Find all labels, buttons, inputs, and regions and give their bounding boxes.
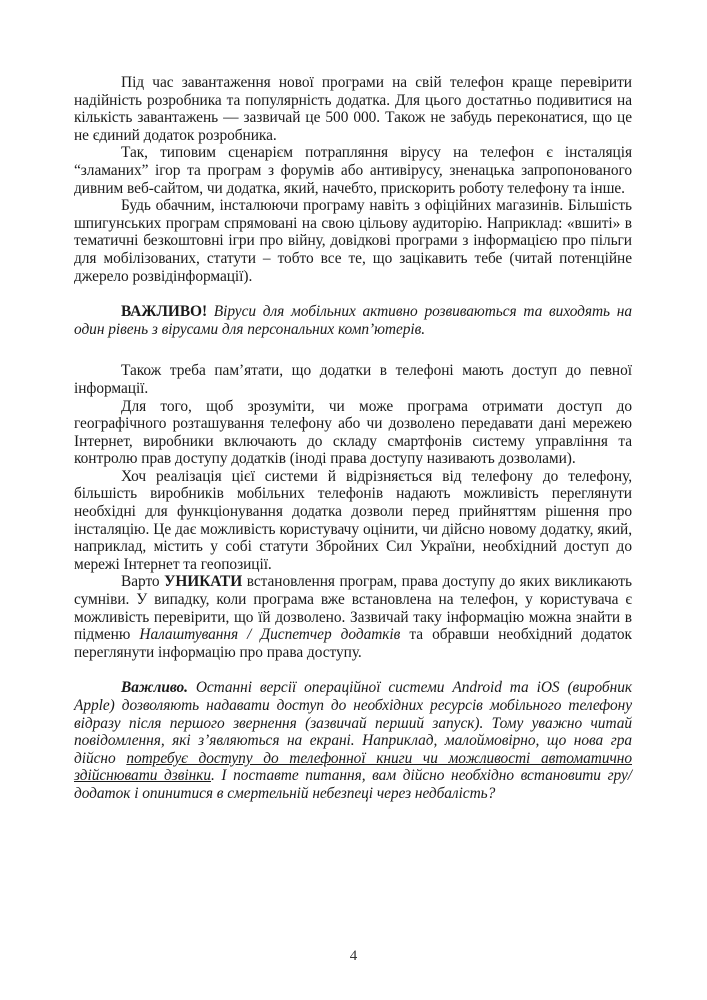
paragraph-app-access: Також треба пам’ятати, що додатки в телефоні мають доступ до певної інформації. xyxy=(74,362,632,397)
avoid-emphasis: УНИКАТИ xyxy=(164,573,243,591)
settings-path: Налаштування / Диспетчер додатків xyxy=(139,626,401,644)
important-note-android-ios xyxy=(74,679,632,802)
important-label: ВАЖЛИВО! xyxy=(121,303,208,321)
paragraph-permissions-system: Для того, щоб зрозуміти, чи може програма отримати доступ до географічного розташування телефону або чи дозволено передавати дані мережею Інтернет, виробники включають до складу смартфонів систему управління та контролю прав доступу додатків (іноді права доступу називають дозволами). xyxy=(74,397,632,468)
paragraph-app-reliability: Під час завантаження нової програми на свій телефон краще перевірити надійність розробника та популярність додатка. Для цього достатньо подивитися на кількість завантажень — зазвичай це 500 000. Також не забудь переконатися, що це не єдиний додаток розробника. xyxy=(74,74,632,144)
important-note-text-1: Останні версії операційної системи Android та iOS (виробник Apple) дозволяють надавати доступ до необхідних ресурсів мобільного телефону відразу після першого звернення (зазвичай перший запуск). Тому уважно читай повідомлення, які з’являються на екрані. Наприклад, малоймовірно, що нова гра дійсно xyxy=(74,679,632,767)
paragraph-avoid-install xyxy=(74,573,632,661)
paragraph-virus-scenario: Так, типовим сценарієм потрапляння вірусу на телефон є інсталяція “зламаних” ігор та програм з форумів або антивірусу, зненацька запропонованого дивним веб-сайтом, чи додатка, який, начебто, прискорить роботу телефону та інше. xyxy=(74,144,632,197)
paragraph-spy-programs: Будь обачним, інсталюючи програму навіть з офіційних магазинів. Більшість шпигунських програм спрямовані на свою цільову аудиторію. Наприклад: «вшиті» в тематичні безкоштовні ігри про війну, довідкові програми з інформацією про пільги для мобілізованих, статути – тобто все те, що зацікавить тебе (читай потенційне джерело розвідінформації). xyxy=(74,197,632,285)
important-note-viruses xyxy=(74,303,632,338)
document-page xyxy=(74,74,632,803)
important-note-text-2: . І поставте питання, вам дійсно необхідно встановити гру/додаток і опинитися в смертельній небезпеці через недбалість? xyxy=(74,767,632,802)
page-number: 4 xyxy=(349,948,358,964)
important-note-underlined: потребує доступу до телефонної книги чи можливості автоматично здійснювати дзвінки xyxy=(74,749,632,785)
important-text: Віруси для мобільних активно розвиваються та виходять на один рівень з вірусами для персональних комп’ютерів. xyxy=(74,303,632,338)
important-note-label: Важливо. xyxy=(121,679,188,697)
avoid-text-mid: встановлення програм, права доступу до яких викликають сумніви. У випадку, коли програма вже встановлена на телефон, у користувача є можливість перевірити, що їй дозволено. Зазвичай таку інформацію можна знайти в підменю xyxy=(74,573,633,644)
avoid-text-start: Варто xyxy=(121,573,165,591)
avoid-text-end: та обравши необхідний додаток переглянути інформацію про права доступу. xyxy=(74,626,632,661)
paragraph-permissions-review: Хоч реалізація цієї системи й відрізняється від телефону до телефону, більшість виробників мобільних телефонів надають можливість переглянути необхідні для функціонування додатка дозволи перед прийняттям рішення про інсталяцію. Це дає можливість користувачу оцінити, чи дійсно новому додатку, який, наприклад, містить у собі статути Збройних Сил України, необхідний доступ до мережі Інтернет та геопозиції. xyxy=(74,467,632,573)
